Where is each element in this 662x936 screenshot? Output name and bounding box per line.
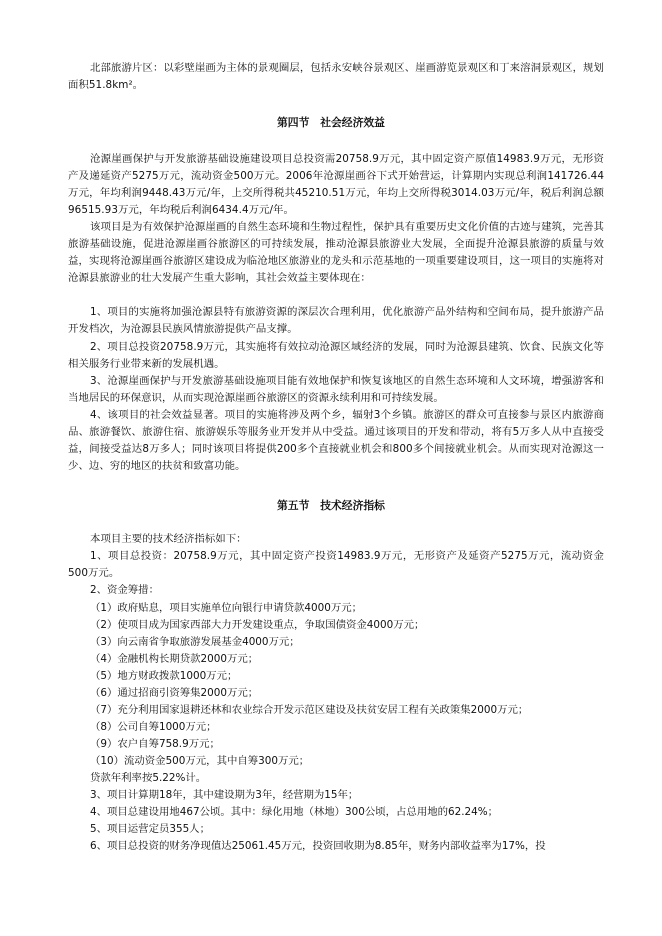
- benefit-item-3: 3、沧源崖画保护与开发旅游基础设施项目能有效地保护和恢复该地区的自然生态环境和人文环境，增强游客和当地居民的环保意识，从而实现沧源崖画谷旅游区的资源永续利用和可持续发展。: [68, 375, 604, 404]
- loan-rate-line: 贷款年利率按5.22%计。: [90, 772, 207, 784]
- funding-item-2: （2）使项目成为国家西部大力开发建设重点，争取国债资金4000万元；: [90, 619, 425, 631]
- benefit-item-4: 4、该项目的社会效益显著。项目的实施将涉及两个乡，辐射3个乡镇。旅游区的群众可直接参与景区内旅游商品、旅游餐饮、旅游住宿、旅游娱乐等服务业开发并从中受益。通过该项目的开发和带动，将有5万多人从中直接受益，间接受益达8万多人；同时该项目将提供200多个直接就业机会和800多个间接就业机会。从而实现对沧源这一少、边、穷的地区的扶贫和致富功能。: [68, 409, 604, 472]
- indicator-6: 6、项目总投资的财务净现值达25061.45万元，投资回收期为8.85年，财务内部收益率为17%，投: [90, 840, 546, 852]
- funding-item-7: （7）充分利用国家退耕还林和农业综合开发示范区建设及扶贫安居工程有关政策集2000万元；: [90, 704, 529, 716]
- funding-item-8: （8）公司自筹1000万元；: [90, 721, 217, 733]
- section-5-heading: 第五节 技术经济指标: [277, 499, 385, 512]
- indicator-3: 3、项目计算期18年，其中建设期为3年，经营期为15年；: [90, 789, 359, 801]
- funding-item-9: （9）农户自筹758.9万元；: [90, 738, 220, 750]
- project-significance-paragraph: 该项目是为有效保护沧源崖画的自然生态环境和生物过程性，保护具有重要历史文化价值的古迹与建筑，完善其旅游基础设施，促进沧源崖画谷旅游区的可持续发展，推动沧源县旅游业大发展，全面提升沧源县旅游的质量与效益，实现将沧源崖画谷旅游区建设成为临沧地区旅游业的龙头和示范基地的一项重要建设项目，这一项目的实施将对沧源县旅游业的壮大发展产生重大影响，其社会效益主要体现在：: [68, 221, 604, 284]
- indicators-intro: 本项目主要的技术经济指标如下：: [90, 533, 247, 545]
- indicator-5: 5、项目运营定员355人；: [90, 823, 210, 835]
- indicator-4: 4、项目总建设用地467公顷。其中：绿化用地（林地）300公顷，占总用地的62.24%；: [90, 806, 499, 818]
- funding-heading: 2、资金筹措：: [90, 584, 159, 596]
- funding-item-5: （5）地方财政拨款1000万元；: [90, 670, 238, 682]
- funding-item-6: （6）通过招商引资筹集2000万元；: [90, 687, 259, 699]
- benefit-item-1: 1、项目的实施将加强沧源县特有旅游资源的深层次合理利用，优化旅游产品外结构和空间布局，提升旅游产品开发档次，为沧源县民族风情旅游提供产品支撑。: [68, 306, 604, 335]
- funding-item-4: （4）金融机构长期贷款2000万元；: [90, 653, 259, 665]
- north-area-paragraph: 北部旅游片区：以彩壁崖画为主体的景观圈层，包括永安峡谷景观区、崖画游览景观区和丁来溶洞景观区，规划面积51.8km²。: [68, 62, 604, 91]
- section-4-heading: 第四节 社会经济效益: [277, 116, 385, 129]
- funding-item-1: （1）政府贴息，项目实施单位向银行申请贷款4000万元；: [90, 602, 363, 614]
- funding-item-10: （10）流动资金500万元，其中自筹300万元；: [90, 755, 310, 767]
- funding-item-3: （3）向云南省争取旅游发展基金4000万元；: [90, 636, 300, 648]
- benefit-item-2: 2、项目总投资20758.9万元，其实施将有效拉动沧源区域经济的发展，同时为沧源县建筑、饮食、民族文化等相关服务行业带来新的发展机遇。: [68, 341, 604, 370]
- investment-paragraph: 沧源崖画保护与开发旅游基础设施建设项目总投资需20758.9万元，其中固定资产原值14983.9万元，无形资产及递延资产5275万元，流动资金500万元。2006年沧源崖画谷下式开始营运，计算期内实现总利润141726.44万元，年均利润9448.43万元/年，上交所得税共45210.51万元，年均上交所得税3014.03万元/年，税后利润总额96515.93万元，年均税后利润6434.4万元/年。: [68, 153, 604, 216]
- indicator-1: 1、项目总投资：20758.9万元，其中固定资产投资14983.9万元，无形资产及延资产5275万元，流动资金500万元。: [68, 550, 604, 579]
